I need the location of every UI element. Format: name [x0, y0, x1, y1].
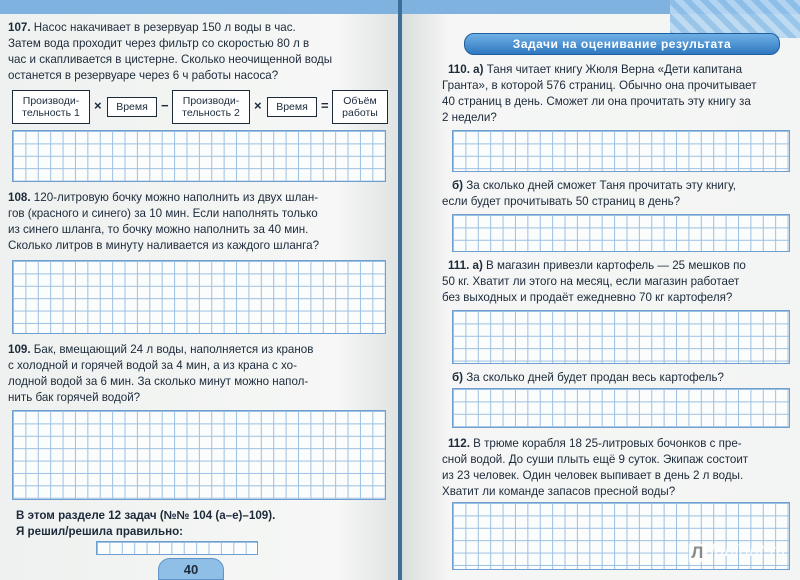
- minus-sign: −: [161, 98, 169, 113]
- problem-text-line: Гранта», в которой 576 страниц. Обычно она прочитывает: [442, 79, 757, 92]
- problem-number: 110. а): [448, 63, 484, 76]
- problem-111a: [448, 258, 746, 274]
- problem-number: 108.: [8, 191, 31, 204]
- multiply-sign: ×: [94, 98, 102, 113]
- problem-text-line: За сколько дней сможет Таня прочитать эту книгу,: [463, 179, 736, 192]
- problem-text-line: нить бак горячей водой?: [8, 391, 141, 404]
- problem-text-line: 120-литровую бочку можно наполнить из двух шлан-: [30, 191, 319, 204]
- formula-box-productivity-1: Производи- тельность 1: [12, 90, 90, 124]
- equals-sign: =: [321, 98, 329, 113]
- answer-grid[interactable]: [452, 310, 790, 364]
- problem-text-line: Хватит ли команде запасов пресной воды?: [442, 485, 676, 498]
- problem-112: [448, 436, 742, 452]
- problem-109: [8, 342, 313, 358]
- problem-text-line: сной водой. До суши плыть ещё 9 суток. Экипаж состоит: [442, 453, 749, 466]
- watermark: [689, 541, 786, 562]
- problem-text-line: В трюме корабля 18 25-литровых бочонков с пре-: [469, 437, 742, 450]
- answer-grid[interactable]: [12, 260, 386, 334]
- problem-111b: [452, 370, 724, 386]
- problem-text-line: Бак, вмещающий 24 л воды, наполняется из кранов: [30, 343, 314, 356]
- problem-text-line: 2 недели?: [442, 111, 497, 124]
- problem-text-line: В магазин привезли картофель — 25 мешков по: [482, 259, 746, 272]
- formula-box-productivity-2: Производи- тельность 2: [172, 90, 250, 124]
- problem-text-line: без выходных и продаёт ежедневно 70 кг картофеля?: [442, 291, 733, 304]
- solved-correctly-label: Я решил/решила правильно:: [16, 525, 184, 538]
- problem-107: [8, 20, 296, 36]
- formula-box-time: Время: [267, 97, 317, 117]
- problem-text-line: из 23 человек. Один человек выпивает в день 2 л воды.: [442, 469, 744, 482]
- section-banner: Задачи на оценивание результата: [464, 33, 780, 55]
- multiply-sign: ×: [254, 98, 262, 113]
- right-page: [402, 0, 800, 580]
- top-color-band: [0, 0, 398, 14]
- problem-number: 112.: [448, 437, 470, 450]
- problem-text-line: 50 кг. Хватит ли этого на месяц, если магазин работает: [442, 275, 740, 288]
- problem-108: [8, 190, 318, 206]
- problem-text-line: 40 страниц в день. Сможет ли она прочитать эту книгу за: [442, 95, 751, 108]
- formula-box-work-volume: Объём работы: [332, 90, 388, 124]
- problem-text-line: За сколько дней будет продан весь картофель?: [463, 371, 725, 384]
- problem-text-line: останется в резервуаре через 6 ч работы насоса?: [8, 69, 279, 82]
- problem-number: б): [452, 371, 464, 384]
- problem-text-line: гов (красного и синего) за 10 мин. Если наполнять только: [8, 207, 318, 220]
- problem-text-line: лодной водой за 6 мин. За сколько минут можно напол-: [8, 375, 309, 388]
- problem-number: 109.: [8, 343, 31, 356]
- section-summary: В этом разделе 12 задач (№№ 104 (а–е)–109).: [16, 509, 276, 522]
- problem-text-line: с холодной и горячей водой за 4 мин, а из крана с хо-: [8, 359, 297, 372]
- watermark-logo-icon: Л: [689, 544, 707, 562]
- problem-110a: [448, 62, 742, 78]
- watermark-text: labirint.ru: [710, 541, 786, 560]
- answer-grid[interactable]: [12, 410, 386, 500]
- left-page: [0, 0, 398, 580]
- problem-text-line: Насос накачивает в резервуар 150 л воды в час.: [30, 21, 296, 34]
- problem-number: 111. а): [448, 259, 483, 272]
- answer-grid[interactable]: [452, 214, 790, 252]
- page-number: 40: [158, 558, 224, 580]
- problem-text-line: если будет прочитывать 50 страниц в день?: [442, 195, 681, 208]
- problem-text-line: Таня читает книгу Жюля Верна «Дети капитана: [483, 63, 743, 76]
- answer-grid[interactable]: [452, 388, 790, 428]
- problem-text-line: Сколько литров в минуту наливается из каждого шланга?: [8, 239, 320, 252]
- problem-110b: [452, 178, 736, 194]
- result-cells[interactable]: [96, 541, 258, 555]
- problem-number: 107.: [8, 21, 31, 34]
- problem-number: б): [452, 179, 464, 192]
- formula-box-time: Время: [107, 97, 157, 117]
- answer-grid[interactable]: [452, 130, 790, 172]
- problem-text-line: из синего шланга, то бочку можно наполнить за 40 мин.: [8, 223, 309, 236]
- problem-text-line: час и скапливается в цистерне. Сколько неочищенной воды: [8, 53, 333, 66]
- answer-grid[interactable]: [12, 130, 386, 182]
- problem-text-line: Затем вода проходит через фильтр со скоростью 80 л в: [8, 37, 310, 50]
